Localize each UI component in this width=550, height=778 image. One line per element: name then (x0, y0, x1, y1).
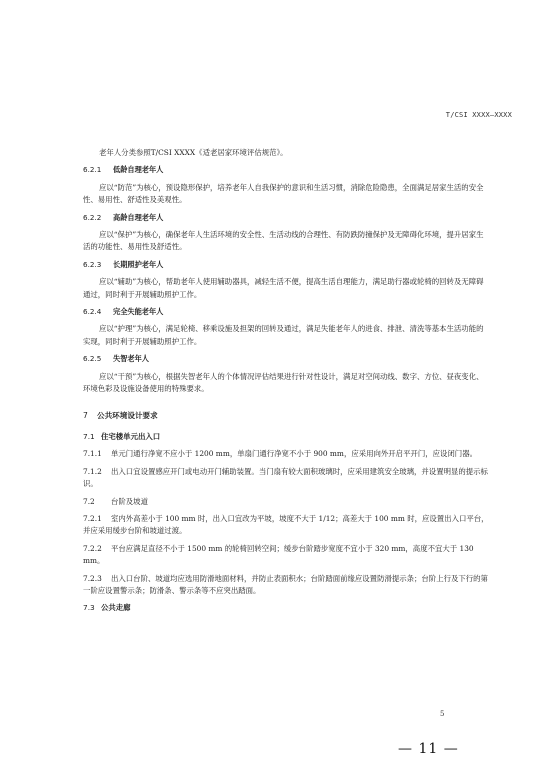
clause-number: 7.2.2 (83, 543, 102, 553)
heading-title: 台阶及坡道 (111, 496, 148, 506)
paragraph-6-2-5: 应以“干预”为核心，根据失智老年人的个体情况评估结果进行针对性设计，满足对空间动线、数字、方位、昼夜变化、环境色彩及设施设备使用的特殊要求。 (83, 371, 484, 394)
heading-number: 7.3 (83, 603, 95, 613)
clause-number: 7.2.3 (83, 573, 102, 583)
heading-7 (83, 410, 490, 422)
heading-7-1 (83, 431, 490, 443)
clause-number: 7.2.1 (83, 513, 102, 523)
paragraph-6-2-2: 应以“保护”为核心，确保老年人生活环境的安全性、生活动线的合理性、有防跌防撞保护及无障碍化环境，提升居家生活的功能性、易用性及舒适性。 (83, 230, 484, 252)
heading-number: 6.2.3 (83, 259, 102, 269)
heading-title: 公共走廊 (101, 603, 131, 613)
document-code: T/CSI XXXX—XXXX (445, 111, 512, 119)
heading-number: 7.2 (83, 496, 95, 506)
sheet-number: — 11 — (398, 741, 459, 757)
heading-number: 7 (83, 410, 88, 420)
heading-number: 6.2.2 (83, 212, 102, 222)
heading-number: 7.1 (83, 431, 95, 441)
intro-paragraph: 老年人分类参照T/CSI XXXX《适老居家环境评估规范》。 (99, 148, 288, 157)
paragraph-6-2-4: 应以“护理”为核心，满足轮椅、移乘设施及担架的回转及通过，满足失能老年人的进食、排泄、清洗等基本生活功能的实现，同时利于开展辅助照护工作。 (83, 324, 484, 346)
clause-text: 室内外高差小于 100 mm 时，出入口宜改为平坡，坡度不大于 1/12；高差大于 100 mm 时，应设置出入口平台，并应采用缓步台阶和坡道过渡。 (83, 513, 489, 536)
document-body (83, 147, 490, 615)
clause-7-2-3 (83, 573, 490, 598)
clause-text: 单元门通行净宽不应小于 1200 mm，单扇门通行净宽不小于 900 mm，应采用向外开启平开门，应设闭门器。 (111, 449, 477, 459)
heading-6-2-3 (83, 259, 490, 271)
heading-7-3 (83, 602, 490, 614)
clause-7-1-2 (83, 466, 490, 491)
clause-7-1-1 (83, 448, 490, 460)
heading-title: 失智老年人 (113, 354, 149, 364)
heading-6-2-5 (83, 353, 490, 365)
clause-text: 出入口台阶、坡道均应选用防滑地面材料，并防止表面积水；台阶踏面前缘应设置防滑提示条；台阶上行及下行的第一阶应设置警示条；防滑条、警示条等不应突出踏面。 (83, 573, 488, 595)
clause-number: 7.1.1 (83, 449, 102, 459)
clause-7-2-2 (83, 543, 490, 568)
heading-title: 完全失能老年人 (113, 307, 164, 317)
heading-number: 6.2.5 (83, 354, 102, 364)
clause-number: 7.1.2 (83, 466, 102, 476)
clause-7-2-1 (83, 513, 490, 538)
heading-6-2-4 (83, 306, 490, 318)
heading-title: 长期照护老年人 (113, 259, 164, 269)
clause-text: 平台应满足直径不小于 1500 mm 的轮椅回转空间；缓步台阶踏步宽度不宜小于 320 mm，高度不宜大于 130 mm。 (83, 543, 474, 566)
heading-number: 6.2.1 (83, 165, 102, 175)
paragraph-6-2-1: 应以“防范”为核心，预设隐形保护，培养老年人自我保护的意识和生活习惯，消除危险隐患，全面满足居家生活的安全性、易用性、舒适性及美观性。 (83, 182, 484, 205)
heading-7-2 (83, 496, 490, 508)
heading-title: 低龄自理老年人 (113, 165, 164, 175)
paragraph-6-2-3: 应以“辅助”为核心，帮助老年人使用辅助器具，减轻生活不便，提高生活自理能力，满足助行器或轮椅的回转及无障碍通过，同时利于开展辅助照护工作。 (83, 277, 484, 299)
heading-number: 6.2.4 (83, 307, 102, 317)
heading-title: 高龄自理老年人 (113, 212, 164, 222)
clause-text: 出入口宜设置感应开门或电动开门辅助装置。当门扇有较大面积玻璃时，应采用建筑安全玻璃，并设置明显的提示标识。 (83, 466, 488, 489)
heading-title: 公共环境设计要求 (97, 410, 158, 420)
heading-6-2-2 (83, 212, 490, 224)
heading-6-2-1 (83, 164, 490, 176)
page-number: 5 (440, 710, 445, 718)
heading-title: 住宅楼单元出入口 (101, 431, 161, 441)
